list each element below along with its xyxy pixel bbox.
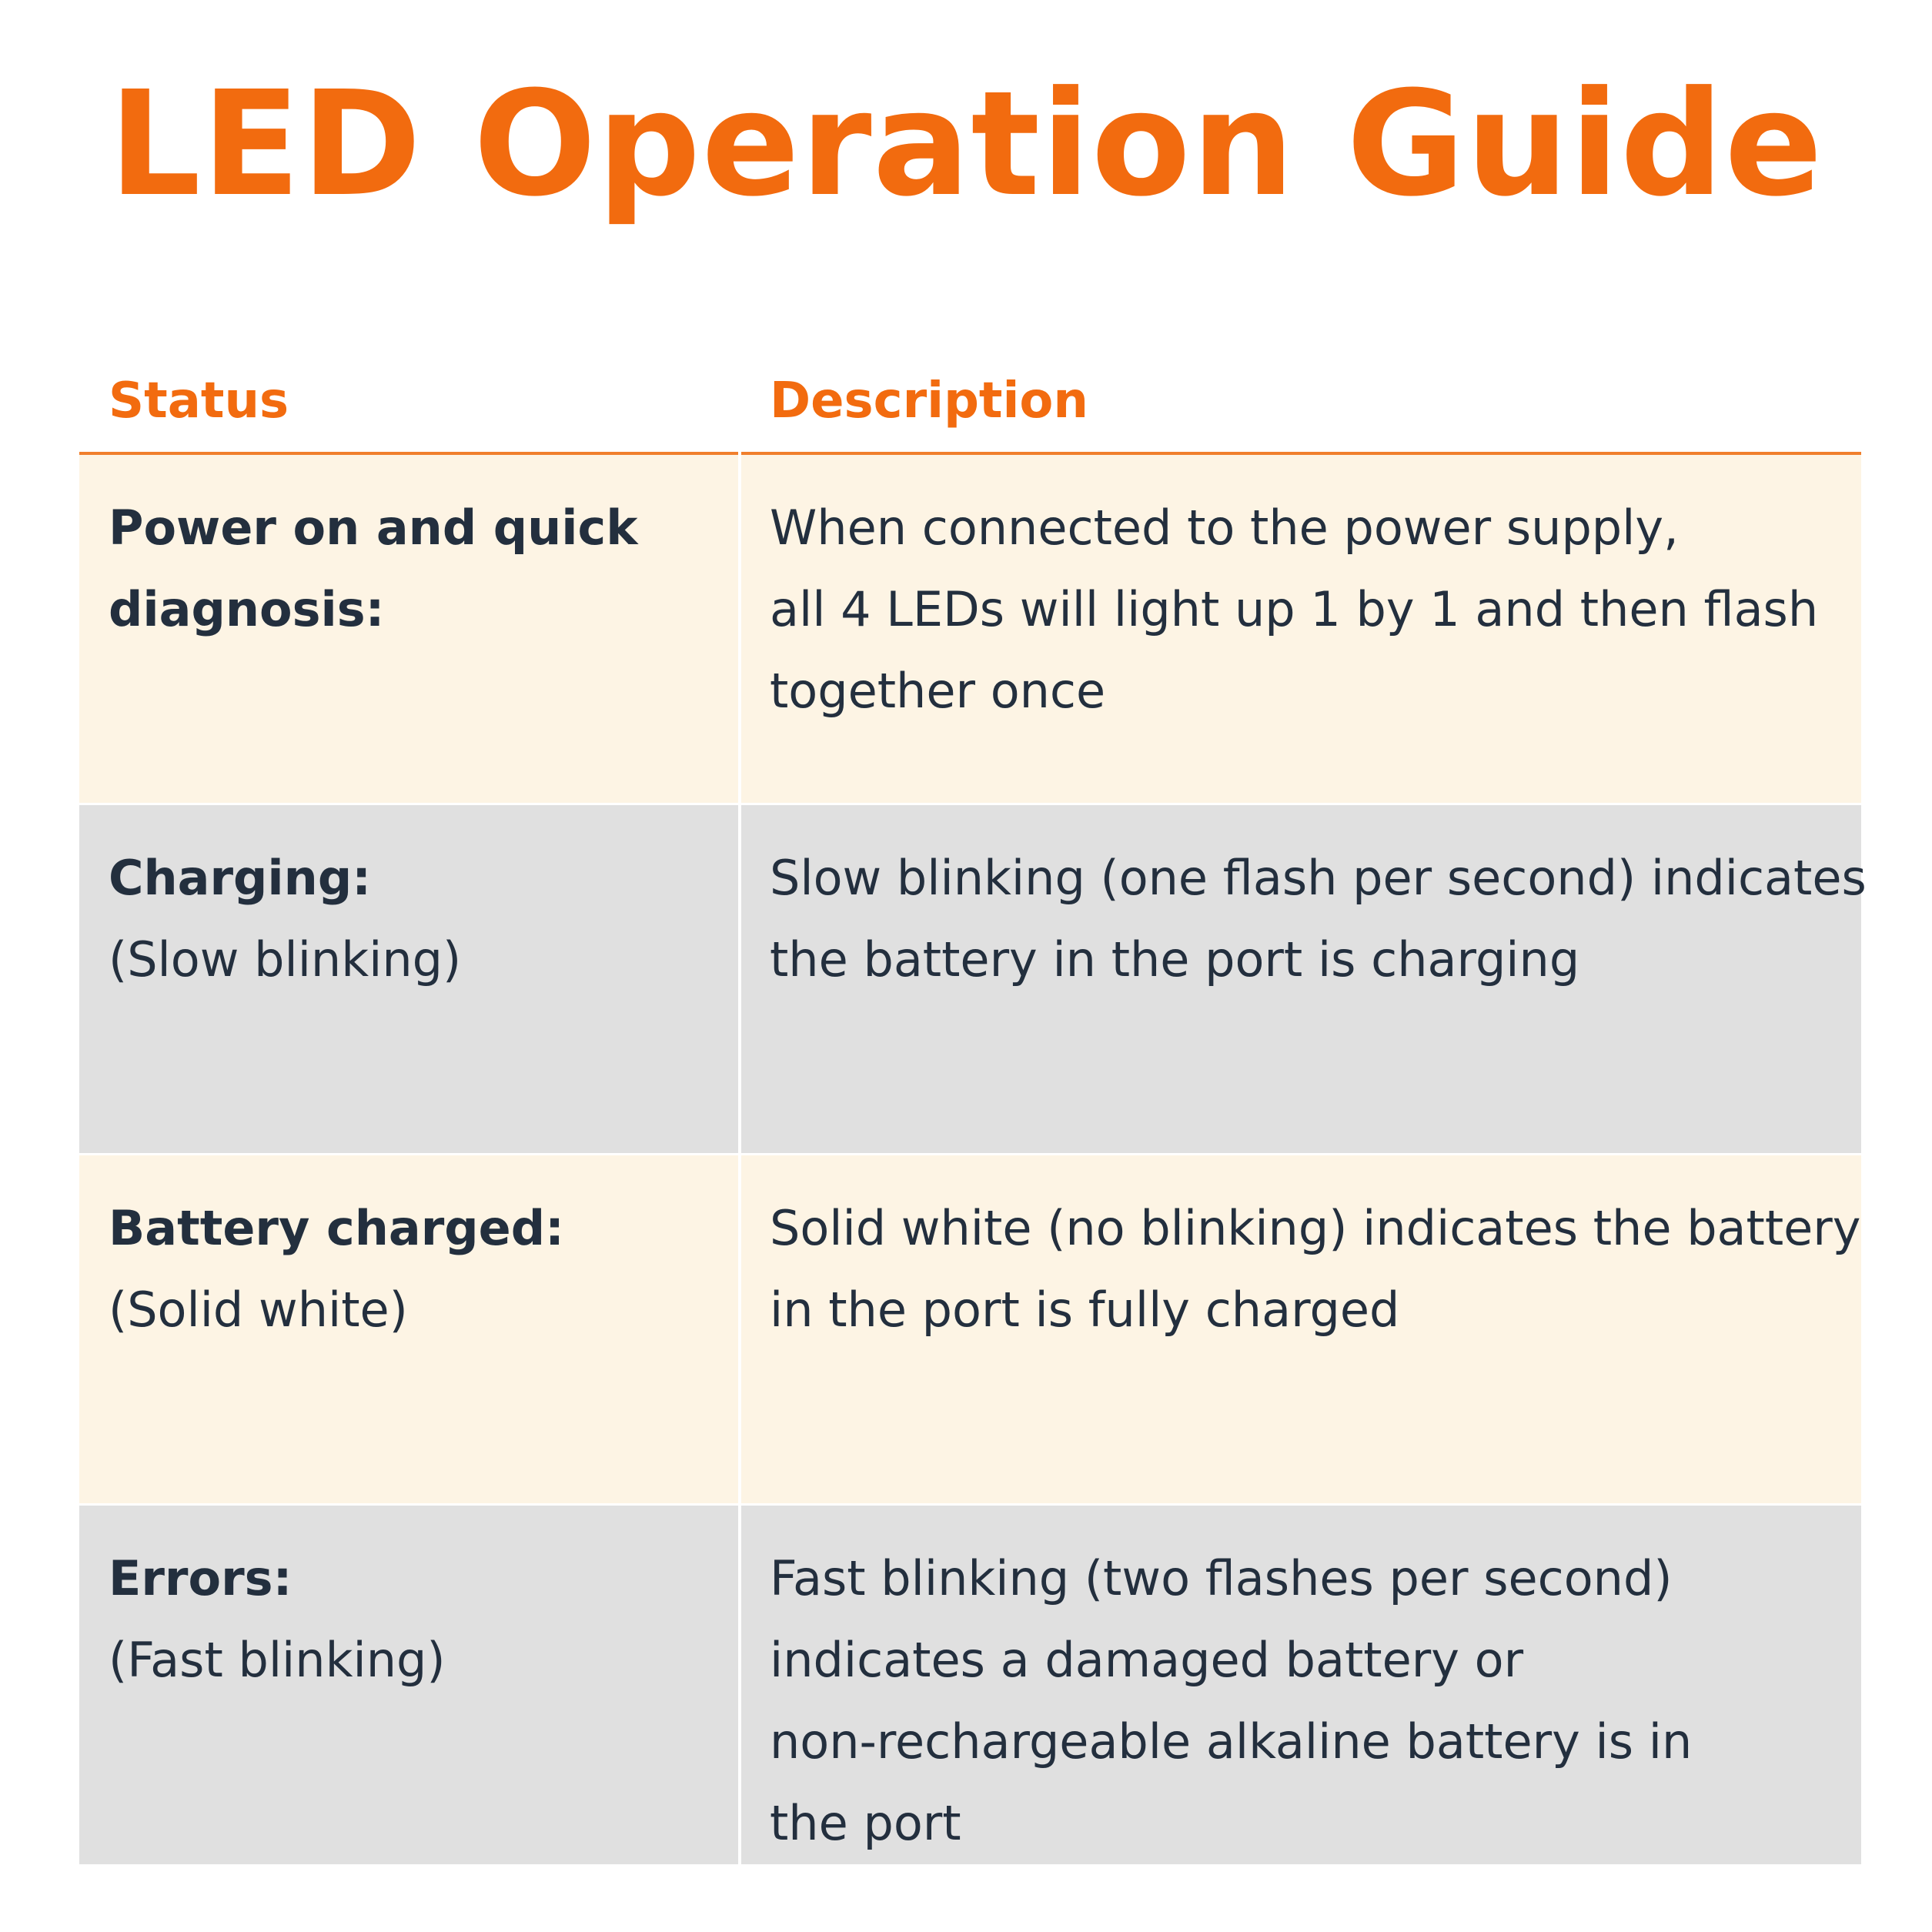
description-line: together once <box>770 663 1106 719</box>
status-label: Errors: <box>109 1550 292 1606</box>
description-line: the port <box>770 1795 961 1851</box>
description-line: Fast blinking (two flashes per second) <box>770 1550 1673 1606</box>
description-cell <box>770 1538 1843 1864</box>
table-row <box>79 1155 1861 1506</box>
header-status: Status <box>109 373 289 430</box>
description-cell <box>770 1188 1861 1351</box>
description-line: non-rechargeable alkaline battery is in <box>770 1713 1693 1770</box>
description-line: all 4 LEDs will light up 1 by 1 and then flash <box>770 581 1819 637</box>
status-sublabel: (Fast blinking) <box>109 1632 446 1688</box>
description-line: When connected to the power supply, <box>770 500 1679 556</box>
header-description: Description <box>770 373 1088 430</box>
status-label: Charging: <box>109 850 371 906</box>
description-line: Solid white (no blinking) indicates the battery <box>770 1200 1861 1256</box>
table-row <box>79 455 1861 805</box>
column-divider <box>738 350 741 1864</box>
description-cell <box>770 487 1843 732</box>
page-title: LED Operation Guide <box>109 60 1823 229</box>
status-sublabel: (Slow blinking) <box>109 931 462 988</box>
status-sublabel: (Solid white) <box>109 1282 408 1338</box>
status-cell <box>109 837 717 1001</box>
description-cell <box>770 837 1867 1001</box>
description-line: Slow blinking (one flash per second) indicates <box>770 850 1867 906</box>
status-cell <box>109 487 717 650</box>
table-row <box>79 1506 1861 1864</box>
status-cell <box>109 1538 717 1701</box>
status-cell <box>109 1188 717 1351</box>
status-label: Battery charged: <box>109 1200 564 1256</box>
table-row <box>79 805 1867 1155</box>
description-line: in the port is fully charged <box>770 1282 1400 1338</box>
description-line: indicates a damaged battery or <box>770 1632 1524 1688</box>
status-label: diagnosis: <box>109 581 385 637</box>
led-status-table <box>79 350 1867 1864</box>
status-label: Power on and quick <box>109 500 638 556</box>
description-line: the battery in the port is charging <box>770 931 1580 988</box>
table-header <box>79 350 1861 455</box>
